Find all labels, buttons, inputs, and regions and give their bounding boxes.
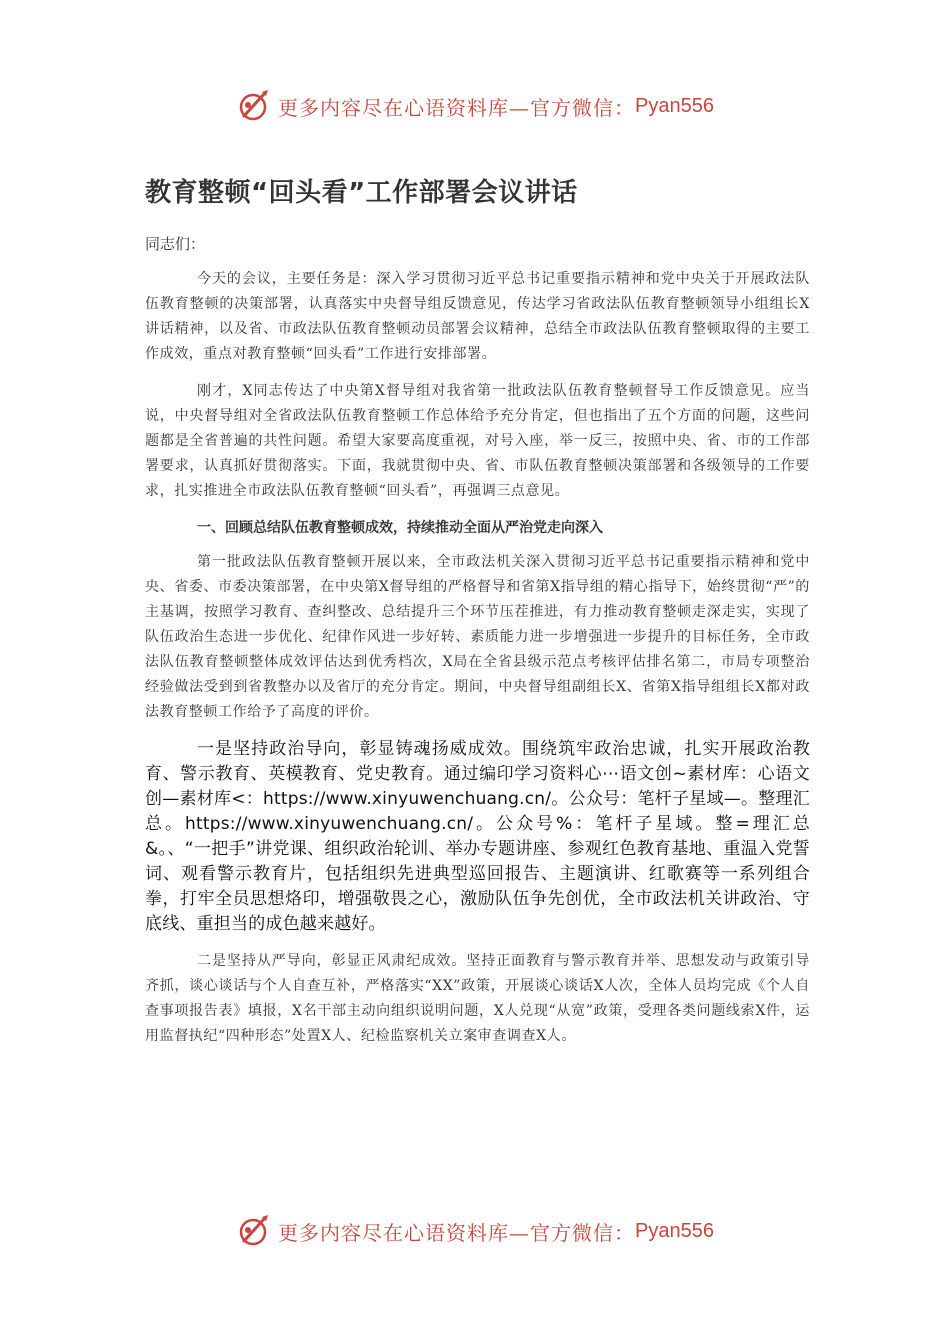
paragraph-5: 二是坚持从严导向，彰显正风肃纪成效。坚持正面教育与警示教育并举、思想发动与政策引导齐抓，谈心谈话与个人自查互补，严格落实“XX”政策，开展谈心谈话X人次，全体人员均完成《个人自查事项报告表》填报，X名干部主动向组织说明问题，X人兑现“从宽”政策，受理各类问题线索X件，运用监督执纪“四种形态”处置X人、纪检监察机关立案审查调查X人。 <box>145 953 810 1044</box>
footer-banner <box>0 1211 950 1251</box>
brush-logo-icon <box>236 88 272 124</box>
banner-handle: Pyan556 <box>635 1219 714 1242</box>
brush-logo-icon <box>236 1213 272 1249</box>
document-body <box>145 172 810 1061</box>
banner-text: 更多内容尽在心语资料库—官方微信： <box>278 95 636 120</box>
banner-text: 更多内容尽在心语资料库—官方微信： <box>278 1220 636 1245</box>
banner-handle: Pyan556 <box>635 94 714 117</box>
paragraph-1: 今天的会议，主要任务是：深入学习贯彻习近平总书记重要指示精神和党中央关于开展政法队伍教育整顿的决策部署，认真落实中央督导组反馈意见，传达学习省政法队伍教育整顿领导小组组长X讲话精神，以及省、市政法队伍教育整顿动员部署会议精神，总结全市政法队伍教育整顿取得的主要工作成效，重点对教育整顿“回头看”工作进行安排部署。 <box>145 271 810 362</box>
section-heading-1: 一、回顾总结队伍教育整顿成效，持续推动全面从严治党走向深入 <box>197 520 603 536</box>
salutation: 同志们： <box>145 235 206 253</box>
paragraph-3: 第一批政法队伍教育整顿开展以来，全市政法机关深入贯彻习近平总书记重要指示精神和党中央、省委、市委决策部署，在中央第X督导组的严格督导和省第X指导组的精心指导下，始终贯彻“严”的主基调，按照学习教育、查纠整改、总结提升三个环节压茬推进，有力推动教育整顿走深走实，实现了队伍政治生态进一步优化、纪律作风进一步好转、素质能力进一步增强进一步提升的目标任务，全市政法队伍教育整顿整体成效评估达到优秀档次，X局在全省县级示范点考核评估排名第二，市局专项整治经验做法受到到省教整办以及省厅的充分肯定。期间，中央督导组副组长X、省第X指导组组长X都对政法教育整顿工作给予了高度的评价。 <box>145 554 810 720</box>
paragraph-2: 刚才，X同志传达了中央第X督导组对我省第一批政法队伍教育整顿督导工作反馈意见。应当说，中央督导组对全省政法队伍教育整顿工作总体给予充分肯定，但也指出了五个方面的问题，这些问题都是全省普遍的共性问题。希望大家要高度重视，对号入座，举一反三，按照中央、省、市的工作部署要求，认真抓好贯彻落实。下面，我就贯彻中央、省、市队伍教育整顿决策部署和各级领导的工作要求，扎实推进全市政法队伍教育整顿“回头看”，再强调三点意见。 <box>145 383 810 499</box>
header-banner <box>0 86 950 126</box>
paragraph-4: 一是坚持政治导向，彰显铸魂扬威成效。围绕筑牢政治忠诚，扎实开展政治教育、警示教育、英模教育、党史教育。通过编印学习资料心⋯语文创~素材库：心语文创—素材库<：https://www.xinyuwenchuang.cn/。公众号：笔杆子星域—。整理汇总。https://www.xinyuwenchuang.cn/。公众号%：笔杆子星域。整=理汇总&。、“一把手”讲党课、组织政治轮训、举办专题讲座、参观红色教育基地、重温入党誓词、观看警示教育片，包括组织先进典型巡回报告、主题演讲、红歌赛等一系列组合拳，打牢全员思想烙印，增强敬畏之心，激励队伍争先创优，全市政法机关讲政治、守底线、重担当的成色越来越好。 <box>145 739 810 934</box>
document-title: 教育整顿“回头看”工作部署会议讲话 <box>145 178 578 208</box>
